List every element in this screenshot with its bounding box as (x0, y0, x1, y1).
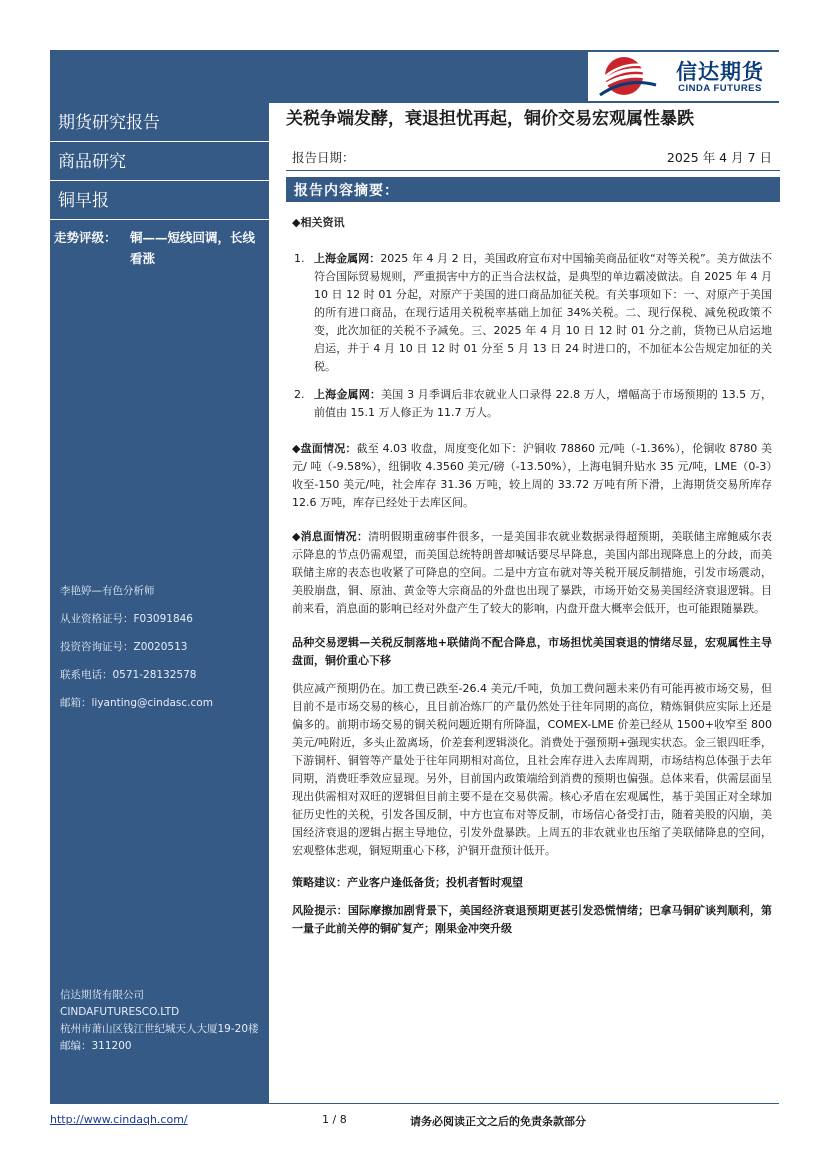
sidebar-report-type (50, 103, 269, 142)
category-label: 商品研究 (58, 152, 126, 172)
cinda-logo-icon (594, 55, 658, 97)
date-label: 报告日期： (292, 150, 355, 165)
market-heading: ◆盘面情况： (292, 442, 357, 455)
strategy: 策略建议：产业客户逢低备货；投机者暂时观望 (292, 876, 523, 889)
news-item-text: 2025 年 4 月 2 日，美国政府宣布对中国输美商品征收“对等关税”。美方做法不符合国际贸易规则，严重损害中方的正当合法权益，是典型的单边霸凌做法。自 2025 年 4 月 10 日 12 时 01 分起，对原产于美国的进口商品加征关税。有关事项如下：一、对原产于美国的所有进口商品，在现行适用关税税率基础上加征 34%关税。二、现行保税、减免税政策不变，此次加征的关税不予减免。三、2025 年 4 月 10 日 12 时 01 分之前，货物已从启运地启运，并于 4 月 10 日 12 时 01 分至 5 月 13 日 24 时进口的，不加征本公告规定加征的关税。 (314, 252, 772, 373)
news-item (292, 250, 772, 376)
analyst-name: 李艳婷—有色分析师 (60, 585, 155, 597)
logo-text-en: CINDA FUTURES (678, 83, 762, 94)
date-value: 2025 年 4 月 7 日 (666, 150, 772, 165)
company-address: 杭州市萧山区钱江世纪城天人大厦19-20楼 (60, 1023, 259, 1035)
news-analysis-heading: ◆消息面情况： (292, 530, 369, 543)
news-heading: ◆相关资讯 (292, 216, 345, 229)
analyst-qualification: 从业资格证号：F03091846 (60, 613, 193, 625)
analyst-consult: 投资咨询证号：Z0020513 (60, 641, 188, 653)
page-number: 1 / 8 (322, 1113, 347, 1126)
market-text: 截至 4.03 收盘，周度变化如下：沪铜收 78860 元/吨（-1.36%），伦铜收 8780 美元/ 吨（-9.58%），纽铜收 4.3560 美元/磅（-13.50%），上海电铜升贴水 35 元/吨，LME（0-3）收至-150 美元/吨，社会库存 31.36 万吨，较上周的 33.72 万吨有所下滑，上海期货交易所库存 12.6 万吨，库存已经处于去库区间。 (292, 442, 772, 509)
news-item-source: 上海金属网： (314, 388, 382, 401)
logic-text: 供应减产预期仍在。加工费已跌至-26.4 美元/千吨，负加工费问题未来仍有可能再被市场交易，但目前不是市场交易的核心，且目前冶炼厂的产量仍然处于往年同期的高位，精炼铜供应实际上还是偏多的。前期市场交易的铜关税问题近期有所降温，COMEX-LME 价差已经从 1500+收窄至 800 美元/吨附近，多头止盈离场，价差套利逻辑淡化。消费处于强预期+强现实状态。金三银四旺季，下游铜杆、铜管等产量处于往年同期相对高位，且社会库存进入去库周期，市场结构总体强于去年同期，消费旺季效应显现。另外，目前国内政策端给到消费的预期也偏强。总体来看，供需层面呈现出供需相对双旺的逻辑但目前主要不是在交易供需。核心矛盾在宏观属性，基于美国正对全球加征历史性的关税，引发各国反制，中方也宣布对等反制，市场信心备受打击，随着美股的闪崩，美国经济衰退的逻辑占据主导地位，引发外盘暴跌。上周五的非农就业也压缩了美联储降息的空间，宏观整体悲观，铜短期重心下移，沪铜开盘预计低开。 (292, 682, 772, 857)
news-analysis-text: 清明假期重磅事件很多，一是美国非农就业数据录得超预期，美联储主席鲍威尔表示降息的节点仍需观望，而美国总统特朗普却喊话要尽早降息，美国内部出现降息上的分歧，而美联储主席的表态也收紧了可降息的空间。二是中方宣布就对等关税开展反制措施，引发市场震动，美股崩盘，铜、原油、黄金等大宗商品的外盘也出现了暴跌，市场开始交易美国经济衰退逻辑。目前来看，消息面的影响已经对外盘产生了较大的影响，内盘开盘大概率会低开，也可能跟随暴跌。 (292, 530, 773, 615)
company-postcode: 邮编：311200 (60, 1040, 132, 1052)
page-title: 关税争端发酵，衰退担忧再起，铜价交易宏观属性暴跌 (286, 109, 694, 129)
sidebar (50, 103, 269, 1103)
summary-header-text: 报告内容摘要： (294, 183, 399, 199)
news-item (292, 386, 772, 422)
rating-value: 铜——短线回调，长线看涨 (130, 230, 256, 266)
logo-text-cn: 信达期货 (676, 60, 764, 84)
news-item-number: 2. (294, 388, 305, 401)
market-section (292, 440, 772, 512)
news-item-number: 1. (294, 252, 305, 265)
sidebar-product (50, 181, 269, 220)
analyst-info (60, 577, 265, 717)
website-link[interactable]: http://www.cindaqh.com/ (50, 1113, 188, 1126)
summary-header (286, 177, 780, 202)
rating-label: 走势评级： (54, 230, 117, 245)
company-name: 信达期货有限公司 (60, 989, 144, 1001)
logic-heading: 品种交易逻辑—关税反制落地+联储尚不配合降息，市场担忧美国衰退的情绪尽显，宏观属性主导盘面，铜价重心下移 (292, 636, 772, 667)
analyst-email: 邮箱：liyanting@cindasc.com (60, 697, 213, 709)
sidebar-category (50, 142, 269, 181)
report-type-label: 期货研究报告 (58, 113, 160, 133)
divider (286, 170, 780, 171)
risk-warning: 风险提示：国际摩擦加剧背景下，美国经济衰退预期更甚引发恐慌情绪；巴拿马铜矿谈判顺利，第一量子此前关停的铜矿复产；刚果金冲突升级 (292, 904, 772, 935)
news-item-source: 上海金属网： (314, 252, 381, 265)
company-name-en: CINDAFUTURESCO.LTD (60, 1006, 180, 1018)
product-label: 铜早报 (58, 191, 109, 211)
disclaimer-note: 请务必阅读正文之后的免责条款部分 (410, 1115, 586, 1128)
news-item-text: 美国 3 月季调后非农就业人口录得 22.8 万人，增幅高于市场预期的 13.5 万，前值由 15.1 万人修正为 11.7 万人。 (314, 388, 773, 419)
analyst-phone: 联系电话：0571-28132578 (60, 669, 197, 681)
news-analysis-section (292, 528, 772, 618)
footer (50, 1103, 779, 1129)
company-info (60, 987, 265, 1055)
